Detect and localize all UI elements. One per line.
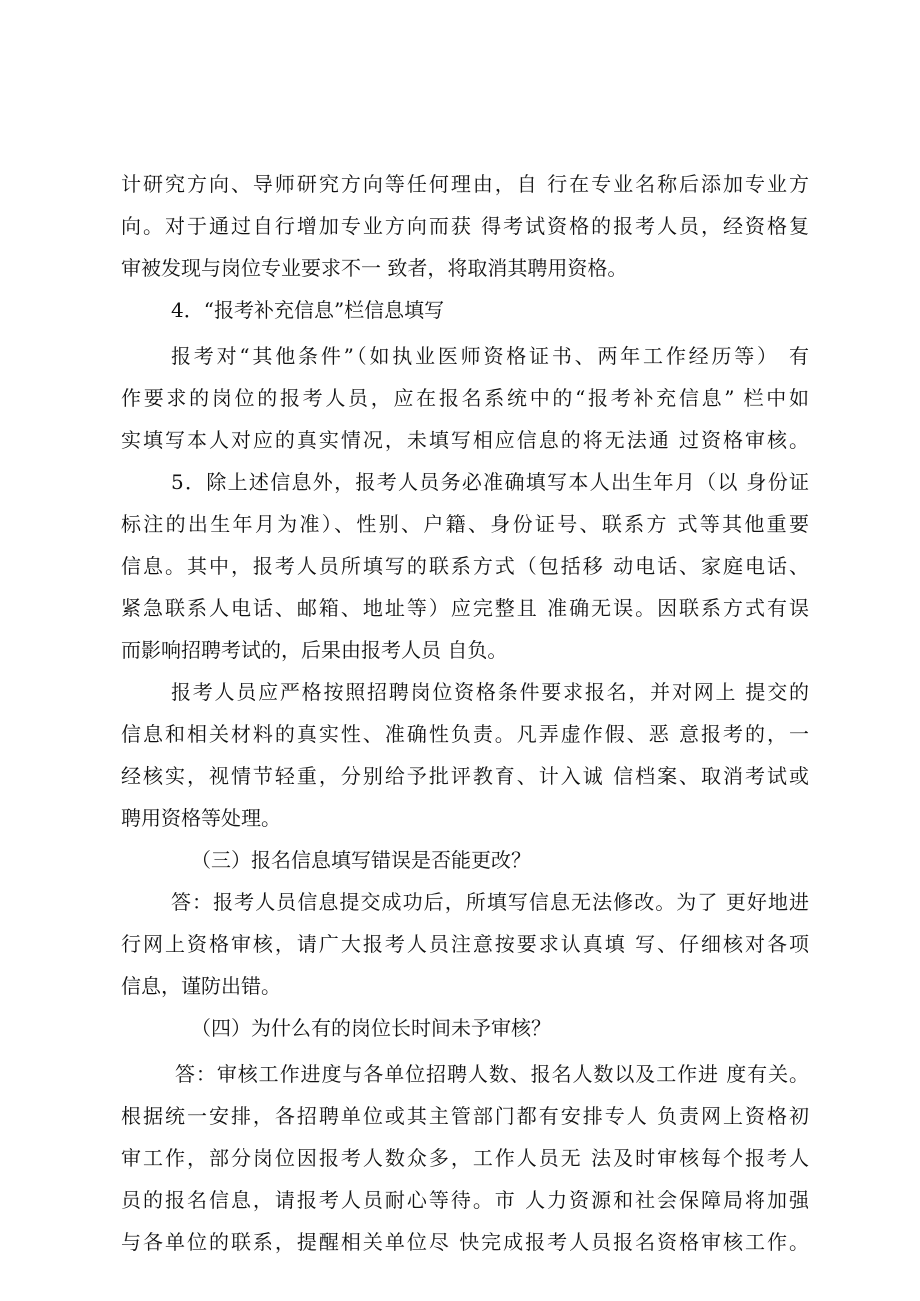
body-line: 信息。其中，报考人员所填写的联系方式（包括移 动电话、家庭电话、 [121, 554, 809, 578]
body-line: 聘用资格等处理。 [121, 806, 281, 830]
body-line: 作要求的岗位的报考人员，应在报名系统中的“报考补充信息” 栏中如 [121, 386, 809, 410]
section-heading: 4．“报考补充信息”栏信息填写 [171, 298, 445, 322]
answer-line: 信息，谨防出错。 [121, 974, 281, 998]
answer-line: 答：审核工作进度与各单位招聘人数、报名人数以及工作进 度有关。 [175, 1062, 809, 1086]
answer-line: 根据统一安排，各招聘单位或其主管部门都有安排专人 负责网上资格初 [121, 1104, 809, 1128]
body-line: 5．除上述信息外，报考人员务必准确填写本人出生年月（以 身份证 [171, 470, 809, 494]
answer-line: 答：报考人员信息提交成功后，所填写信息无法修改。为了 更好地进 [171, 890, 809, 914]
body-line: 审被发现与岗位专业要求不一 致者，将取消其聘用资格。 [121, 256, 628, 280]
answer-line: 员的报名信息，请报考人员耐心等待。市 人力资源和社会保障局将加强 [121, 1188, 809, 1212]
question-heading: （三）报名信息填写错误是否能更改？ [191, 848, 531, 872]
body-line: 经核实，视情节轻重，分别给予批评教育、计入诚 信档案、取消考试或 [121, 764, 809, 788]
body-line: 而影响招聘考试的，后果由报考人员 自负。 [121, 638, 508, 662]
body-line: 报考对“其他条件”（如执业医师资格证书、两年工作经历等） 有 [171, 344, 809, 368]
body-line: 信息和相关材料的真实性、准确性负责。凡弄虚作假、恶 意报考的，一 [121, 722, 809, 746]
body-line: 向。对于通过自行增加专业方向而获 得考试资格的报考人员，经资格复 [121, 214, 809, 238]
body-line: 紧急联系人电话、邮箱、地址等）应完整且 准确无误。因联系方式有误 [121, 596, 809, 620]
body-line: 报考人员应严格按照招聘岗位资格条件要求报名，并对网上 提交的 [171, 680, 809, 704]
body-line: 计研究方向、导师研究方向等任何理由，自 行在专业名称后添加专业方 [121, 172, 809, 196]
question-heading: （四）为什么有的岗位长时间未予审核？ [191, 1016, 551, 1040]
answer-line: 与各单位的联系，提醒相关单位尽 快完成报考人员报名资格审核工作。 [121, 1230, 809, 1254]
body-line: 实填写本人对应的真实情况，未填写相应信息的将无法通 过资格审核。 [121, 428, 809, 452]
answer-line: 审工作，部分岗位因报考人数众多，工作人员无 法及时审核每个报考人 [121, 1146, 809, 1170]
body-line: 标注的出生年月为准）、性别、户籍、身份证号、联系方 式等其他重要 [121, 512, 809, 536]
answer-line: 行网上资格审核，请广大报考人员注意按要求认真填 写、仔细核对各项 [121, 932, 809, 956]
